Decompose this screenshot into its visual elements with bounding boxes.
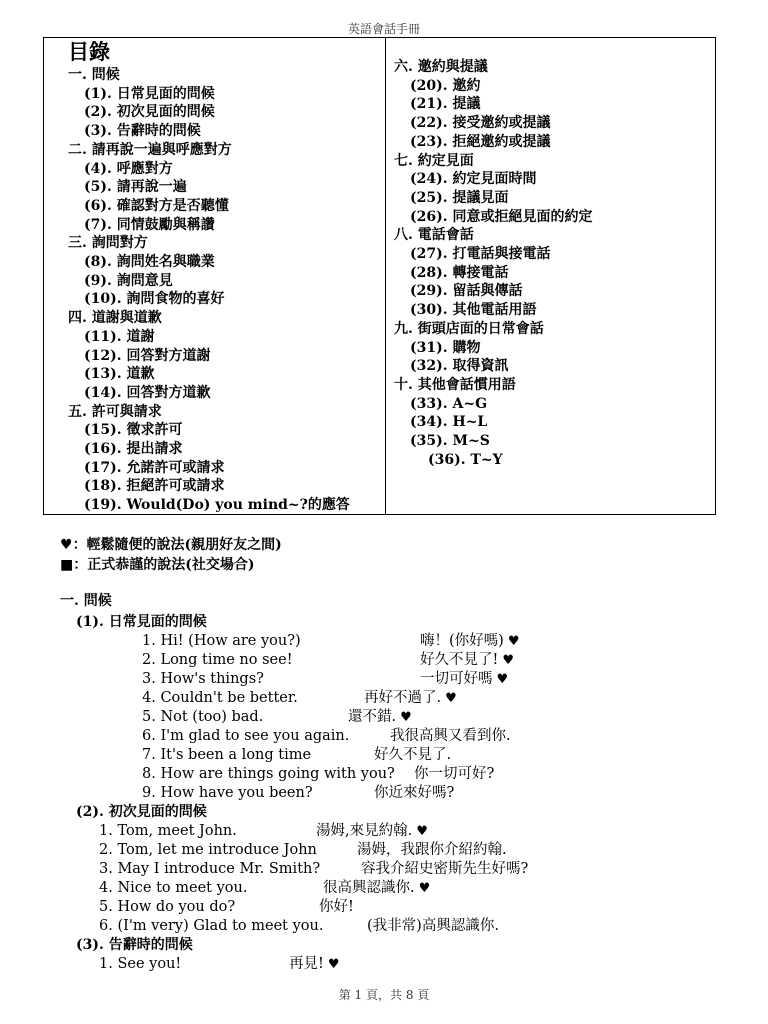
chinese-text: 再好不過了. xyxy=(364,690,442,706)
toc-entry: (4). 呼應對方 xyxy=(84,160,173,177)
phrase-row xyxy=(60,822,750,841)
chinese-text: 湯姆,來見約翰. xyxy=(316,823,413,839)
symbol-legend xyxy=(60,535,282,575)
toc-entry: (8). 詢問姓名與職業 xyxy=(84,254,215,271)
heart-icon: ♥ xyxy=(496,672,509,687)
english-phrase: 2. Tom, let me introduce John xyxy=(99,842,317,858)
toc-chapter: 六. 邀約與提議 xyxy=(394,59,488,75)
phrase-row xyxy=(60,898,750,917)
toc-right-column xyxy=(386,38,715,514)
chinese-text: 嗨！(你好嗎) xyxy=(420,633,504,649)
chinese-translation xyxy=(374,746,451,765)
english-phrase: 6. (I'm very) Glad to meet you. xyxy=(99,918,324,934)
chinese-translation xyxy=(414,765,494,784)
toc-entry: (20). 邀約 xyxy=(410,77,481,94)
heart-icon: ♥ xyxy=(418,881,431,896)
chinese-translation xyxy=(357,841,507,860)
chinese-translation xyxy=(420,632,521,651)
chinese-text: 你近來好嗎? xyxy=(374,785,455,801)
legend-formal xyxy=(60,555,282,575)
phrase-row xyxy=(60,746,750,765)
chinese-translation xyxy=(323,879,432,898)
english-phrase: 1. Tom, meet John. xyxy=(99,823,237,839)
toc-entry: (36). T~Y xyxy=(428,451,503,468)
toc-entry: (31). 購物 xyxy=(410,339,481,356)
toc-entry: (7). 同情鼓勵與稱讚 xyxy=(84,216,215,233)
subsection-title: (3). 告辭時的問候 xyxy=(76,937,193,953)
heart-icon: ♥ xyxy=(445,691,457,706)
legend-casual-text: ：輕鬆隨便的說法(親朋好友之間) xyxy=(72,537,282,553)
english-phrase: 6. I'm glad to see you again. xyxy=(142,728,350,744)
toc-entry: (35). M~S xyxy=(410,433,490,450)
toc-entry: (13). 道歉 xyxy=(84,366,155,383)
english-phrase: 8. How are things going with you? xyxy=(142,766,395,782)
phrase-row xyxy=(60,841,750,860)
english-phrase: 4. Nice to meet you. xyxy=(99,880,248,896)
chinese-text: 我很高興又看到你. xyxy=(390,728,511,744)
toc-entry: (11). 道謝 xyxy=(84,328,155,345)
phrase-row xyxy=(60,784,750,803)
toc-entry: (30). 其他電話用語 xyxy=(410,302,537,319)
toc-entry: (34). H~L xyxy=(410,414,488,431)
chinese-text: 湯姆，我跟你介紹約翰. xyxy=(357,842,507,858)
chinese-translation xyxy=(319,898,354,917)
toc-title: 目錄 xyxy=(68,39,110,64)
toc-entry: (32). 取得資訊 xyxy=(410,358,509,375)
phrase-row xyxy=(60,860,750,879)
chinese-translation xyxy=(289,955,341,974)
legend-formal-text: ：正式恭謹的說法(社交場合) xyxy=(73,557,255,573)
toc-entry: (28). 轉接電話 xyxy=(410,264,509,281)
toc-entry: (6). 確認對方是否聽懂 xyxy=(84,197,229,214)
heart-icon: ♥ xyxy=(60,537,73,553)
chinese-translation xyxy=(361,860,528,879)
english-phrase: 1. Hi! (How are you?) xyxy=(142,633,301,649)
phrase-row xyxy=(60,651,750,670)
toc-entry: (21). 提議 xyxy=(410,96,481,113)
table-of-contents xyxy=(43,37,716,515)
toc-entry: (10). 詢問食物的喜好 xyxy=(84,291,225,308)
heart-icon: ♥ xyxy=(507,634,520,649)
toc-chapter: 四. 道謝與道歉 xyxy=(68,310,162,327)
phrase-row xyxy=(60,917,750,936)
heart-icon: ♥ xyxy=(502,653,514,668)
chinese-translation xyxy=(420,651,515,670)
english-phrase: 1. See you! xyxy=(99,956,182,972)
english-phrase: 5. How do you do? xyxy=(99,899,236,915)
chinese-text: 好久不見了. xyxy=(374,747,452,763)
english-phrase: 2. Long time no see! xyxy=(142,652,293,668)
toc-entry: (1). 日常見面的問候 xyxy=(84,85,215,102)
toc-entry: (25). 提議見面 xyxy=(410,189,509,206)
toc-left-list xyxy=(68,66,385,515)
toc-entry: (26). 同意或拒絕見面的約定 xyxy=(410,208,593,225)
phrase-row xyxy=(60,727,750,746)
toc-entry: (9). 詢問意見 xyxy=(84,272,173,289)
chinese-text: 你好! xyxy=(319,899,354,915)
chinese-translation xyxy=(374,784,454,803)
toc-entry: (27). 打電話與接電話 xyxy=(410,246,551,263)
heart-icon: ♥ xyxy=(416,824,428,839)
toc-entry: (5). 請再說一遍 xyxy=(84,179,187,196)
toc-chapter: 十. 其他會話慣用語 xyxy=(394,376,516,393)
heart-icon: ♥ xyxy=(327,957,340,972)
chinese-translation xyxy=(348,708,413,727)
chinese-text: 好久不見了! xyxy=(420,652,499,668)
subsection-title: (2). 初次見面的問候 xyxy=(76,804,207,820)
square-icon: ■ xyxy=(60,557,74,573)
toc-entry: (33). A~G xyxy=(410,395,488,412)
english-phrase: 4. Couldn't be better. xyxy=(142,690,298,706)
toc-entry: (14). 回答對方道歉 xyxy=(84,384,211,401)
english-phrase: 9. How have you been? xyxy=(142,785,313,801)
subsection-title: (1). 日常見面的問候 xyxy=(76,614,207,630)
section-title: 一. 問候 xyxy=(60,593,112,609)
main-content xyxy=(60,592,750,974)
toc-chapter: 一. 問候 xyxy=(68,67,120,83)
chinese-text: 很高興認識你. xyxy=(323,880,415,896)
toc-entry: (22). 接受邀約或提議 xyxy=(410,115,551,132)
toc-left-column xyxy=(44,38,386,514)
toc-entry: (3). 告辭時的問候 xyxy=(84,123,201,140)
english-phrase: 7. It's been a long time xyxy=(142,747,312,763)
page-footer: 第 1 頁，共 8 頁 xyxy=(338,988,430,1002)
chinese-text: 再見! xyxy=(289,956,324,972)
chinese-translation xyxy=(364,689,458,708)
toc-entry: (18). 拒絕許可或請求 xyxy=(84,478,225,495)
phrase-row xyxy=(60,708,750,727)
english-phrase: 3. How's things? xyxy=(142,671,264,687)
toc-entry: (2). 初次見面的問候 xyxy=(84,104,215,121)
chinese-text: (我非常)高興認識你. xyxy=(367,918,499,934)
phrase-row xyxy=(60,955,750,974)
toc-entry: (29). 留話與傳話 xyxy=(410,283,523,300)
toc-entry: (12). 回答對方道謝 xyxy=(84,347,211,364)
phrase-row xyxy=(60,670,750,689)
toc-entry: (15). 徵求許可 xyxy=(84,422,183,439)
heart-icon: ♥ xyxy=(400,710,412,725)
phrase-row xyxy=(60,632,750,651)
chinese-translation xyxy=(316,822,429,841)
english-phrase: 3. May I introduce Mr. Smith? xyxy=(99,861,321,877)
toc-entry: (19). Would(Do) you mind~?的應答 xyxy=(84,497,350,514)
chinese-translation xyxy=(420,670,510,689)
subsections xyxy=(60,613,750,974)
toc-chapter: 七. 約定見面 xyxy=(394,152,474,169)
toc-entry: (16). 提出請求 xyxy=(84,441,183,458)
chinese-text: 你一切可好? xyxy=(414,766,495,782)
toc-entry: (23). 拒絕邀約或提議 xyxy=(410,133,551,150)
legend-casual xyxy=(60,535,282,555)
toc-chapter: 八. 電話會話 xyxy=(394,227,474,244)
toc-chapter: 二. 請再說一遍與呼應對方 xyxy=(68,141,232,158)
document-header: 英語會話手冊 xyxy=(347,22,420,36)
phrase-row xyxy=(60,765,750,784)
chinese-text: 一切可好嗎 xyxy=(420,671,493,687)
toc-entry: (24). 約定見面時間 xyxy=(410,171,537,188)
chinese-text: 容我介紹史密斯先生好嗎? xyxy=(361,861,529,877)
chinese-translation xyxy=(367,917,499,936)
chinese-translation xyxy=(390,727,511,746)
toc-chapter: 九. 街頭店面的日常會話 xyxy=(394,320,544,337)
toc-entry: (17). 允諾許可或請求 xyxy=(84,459,225,476)
toc-right-list xyxy=(394,58,715,469)
phrase-row xyxy=(60,689,750,708)
phrase-row xyxy=(60,879,750,898)
toc-chapter: 五. 許可與請求 xyxy=(68,403,162,420)
chinese-text: 還不錯. xyxy=(348,709,397,725)
english-phrase: 5. Not (too) bad. xyxy=(142,709,264,725)
toc-chapter: 三. 詢問對方 xyxy=(68,235,148,252)
